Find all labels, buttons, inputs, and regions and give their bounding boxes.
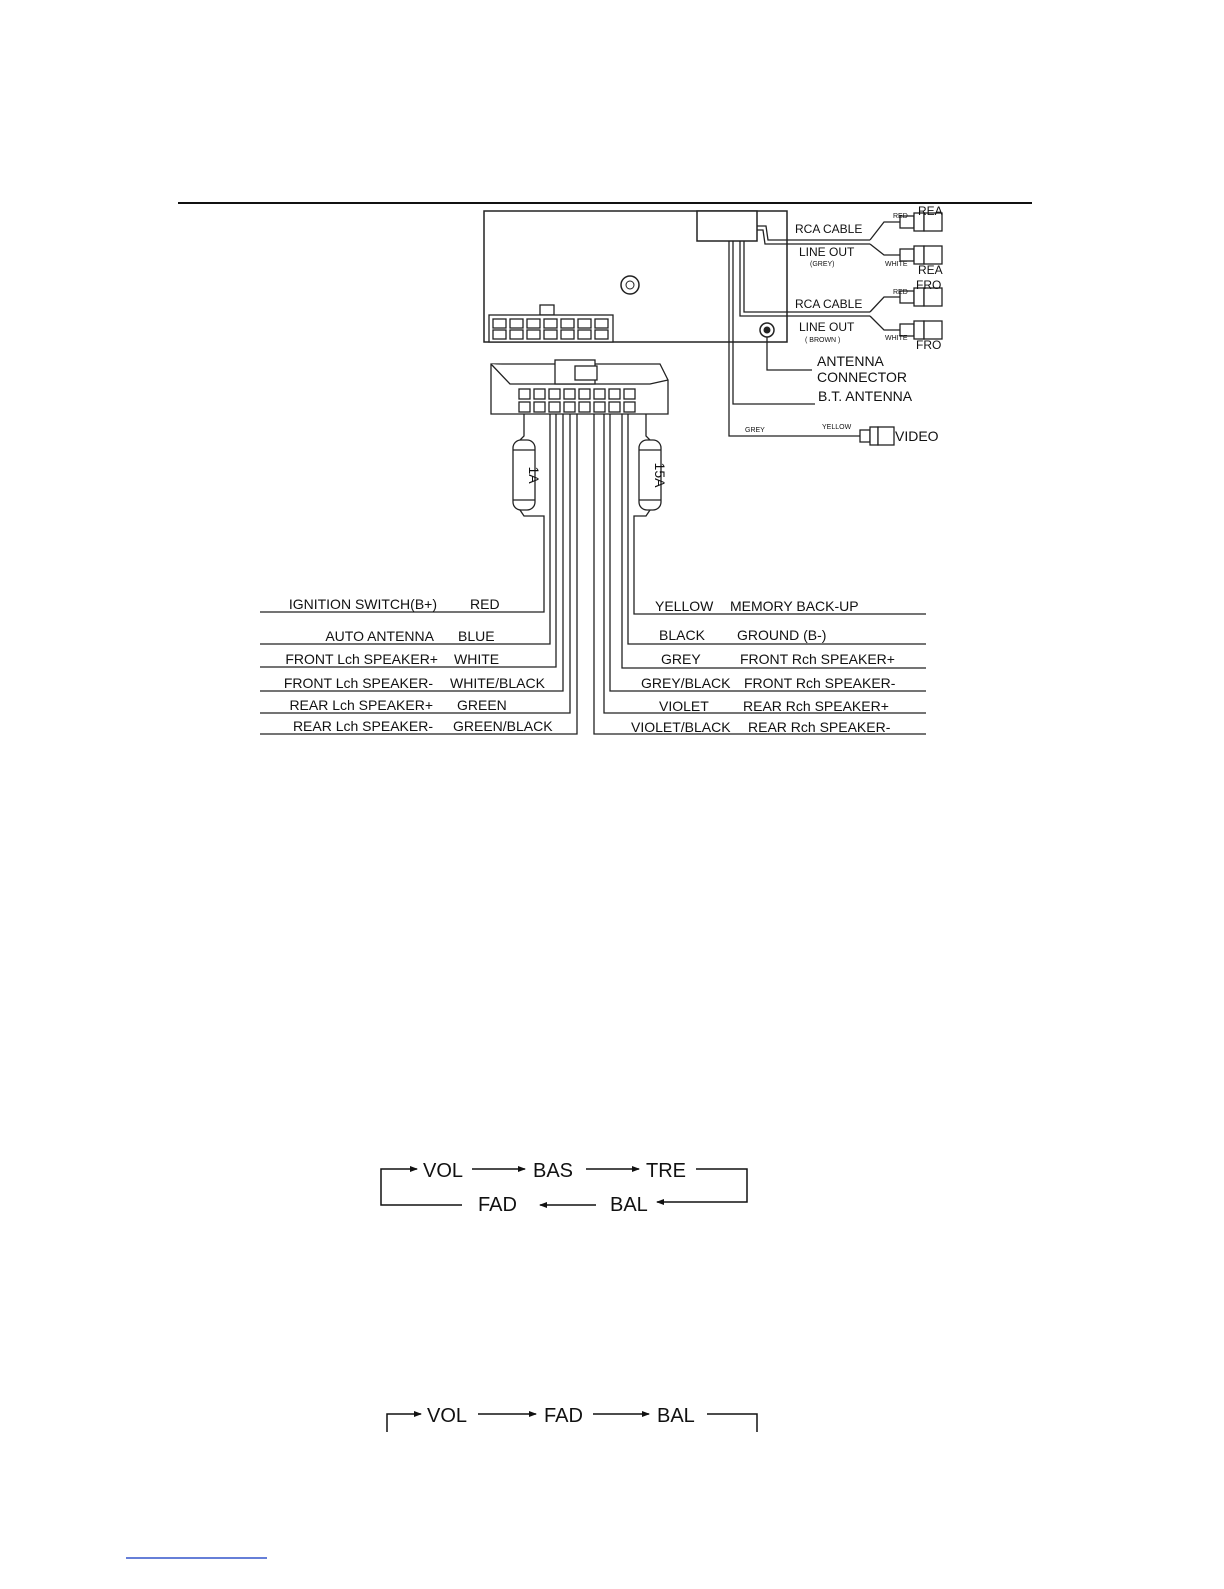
video-label: VIDEO <box>895 428 939 444</box>
wire-color-right-0: YELLOW <box>655 598 714 614</box>
line-out-color-2: ( BROWN ) <box>805 337 841 344</box>
flow1-bas: BAS <box>533 1160 574 1182</box>
wire-color-right-4: VIOLET <box>659 698 709 714</box>
rca-white-label-2: WHITE <box>885 335 908 342</box>
wire-color-left-1: BLUE <box>458 628 495 644</box>
right-wire-labels <box>631 598 896 735</box>
wire-function-right-4: REAR Rch SPEAKER+ <box>743 698 889 714</box>
head-unit-panel <box>484 211 787 342</box>
rca-out-front-label-2: FRO <box>916 338 942 352</box>
wire-color-left-4: GREEN <box>457 697 507 713</box>
wire-function-left-1: AUTO ANTENNA <box>325 628 434 644</box>
wire-color-right-1: BLACK <box>659 627 705 643</box>
wire-color-left-0: RED <box>470 596 500 612</box>
flow1-bal: BAL <box>610 1194 648 1216</box>
wire-color-right-5: VIOLET/BLACK <box>631 719 731 735</box>
rca-cable-label-2: RCA CABLE <box>795 297 863 311</box>
wire-function-right-1: GROUND (B-) <box>737 627 827 643</box>
flow1-fad: FAD <box>478 1194 517 1216</box>
line-out-label-1: LINE OUT <box>799 245 855 259</box>
wire-color-left-3: WHITE/BLACK <box>450 675 545 691</box>
rca-out-rear-label-2: REA <box>918 263 943 277</box>
wire-function-right-3: FRONT Rch SPEAKER- <box>744 675 896 691</box>
fuse-left-label: 1A <box>526 466 542 484</box>
rca-cable-label-1: RCA CABLE <box>795 222 863 236</box>
panel-socket <box>489 305 613 342</box>
wire-function-right-0: MEMORY BACK-UP <box>730 598 859 614</box>
rca-white-label-1: WHITE <box>885 261 908 268</box>
flow2-vol: VOL <box>427 1405 468 1427</box>
video-yellow-label: YELLOW <box>822 424 852 431</box>
wire-function-left-5: REAR Lch SPEAKER- <box>292 718 433 734</box>
rca-out-front-label-1: FRO <box>916 278 942 292</box>
wire-function-right-5: REAR Rch SPEAKER- <box>748 719 891 735</box>
rca-plugs <box>860 213 942 445</box>
flow1-tre: TRE <box>646 1160 686 1182</box>
harness-connector <box>491 360 668 414</box>
audio-mode-cycle-1 <box>381 1160 747 1216</box>
video-grey-label: GREY <box>745 427 765 434</box>
antenna-connector-label-2: CONNECTOR <box>817 369 907 385</box>
flow2-fad: FAD <box>544 1405 583 1427</box>
rca-red-label-2: RED <box>893 289 908 296</box>
wire-color-left-2: WHITE <box>454 651 500 667</box>
flow1-vol: VOL <box>423 1160 464 1182</box>
wire-color-right-3: GREY/BLACK <box>641 675 731 691</box>
flow2-bal: BAL <box>657 1405 695 1427</box>
bt-antenna-label: B.T. ANTENNA <box>818 388 913 404</box>
wire-color-right-2: GREY <box>661 651 701 667</box>
wire-color-left-5: GREEN/BLACK <box>453 718 553 734</box>
wire-function-right-2: FRONT Rch SPEAKER+ <box>740 651 895 667</box>
antenna-connector-label-1: ANTENNA <box>817 353 884 369</box>
rca-out-rear-label-1: REA <box>918 204 943 218</box>
fuse-right-label: 15A <box>652 462 668 488</box>
wire-function-left-4: REAR Lch SPEAKER+ <box>289 697 433 713</box>
rca-red-label-1: RED <box>893 213 908 220</box>
wire-function-left-0: IGNITION SWITCH(B+) <box>288 596 437 612</box>
line-out-label-2: LINE OUT <box>799 320 855 334</box>
wire-function-left-3: FRONT Lch SPEAKER- <box>283 675 433 691</box>
audio-mode-cycle-2 <box>387 1405 757 1432</box>
wire-function-left-2: FRONT Lch SPEAKER+ <box>285 651 438 667</box>
line-out-color-1: (GREY) <box>810 261 835 268</box>
